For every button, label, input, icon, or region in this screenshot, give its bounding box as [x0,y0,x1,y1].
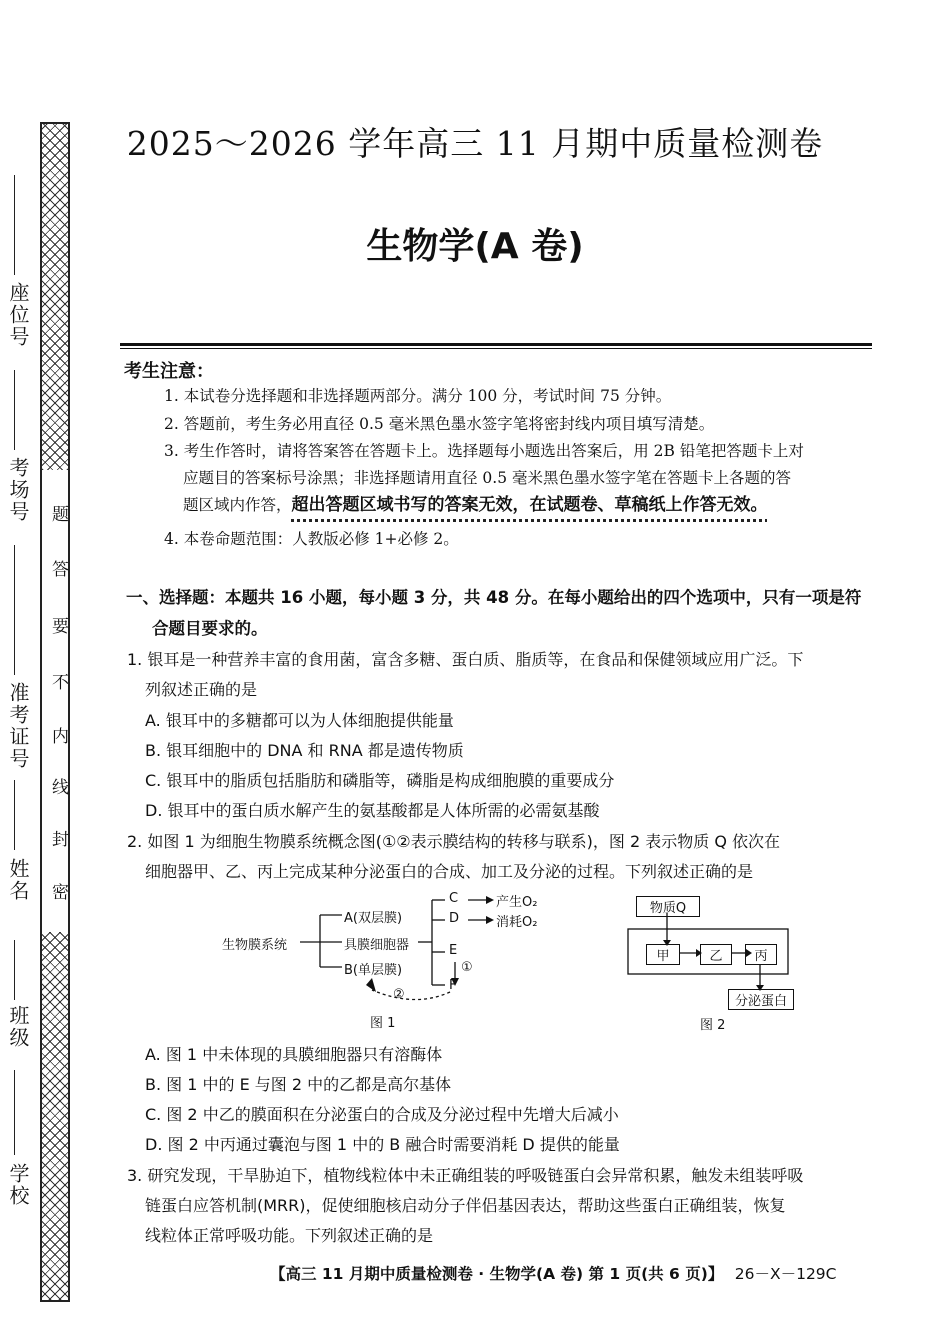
question-2-option-a: A. 图 1 中未体现的具膜细胞器只有溶酶体 [145,1045,443,1064]
fig1-c: C [449,891,459,906]
seal-char: 线 [52,778,69,798]
field-admission-number: 准考证号 [6,682,30,770]
section-line: 一、选择题：本题共 16 小题，每小题 3 分，共 48 分。在每小题给出的四个选项中，只有一项是符 [126,588,862,607]
field-class: 班级 [6,1005,30,1049]
question-1-option-d: D. 银耳中的蛋白质水解产生的氨基酸都是人体所需的必需氨基酸 [145,801,600,820]
fig1-a: A(双层膜) [344,911,403,926]
fig2-organelle-jia: 甲 [646,944,680,965]
field-school: 学校 [6,1163,30,1207]
notice-item: 2. 答题前，考生务必用直径 0.5 毫米黑色墨水签字笔将密封线内项目填写清楚。 [164,415,715,433]
page-title: 2025～2026 学年高三 11 月期中质量检测卷 [126,124,824,163]
seal-char: 答 [52,560,69,580]
fig1-caption: 图 1 [370,1016,396,1031]
notice-item: 应题目的答案标号涂黑；非选择题请用直径 0.5 毫米黑色墨水签字笔在答题卡上各题的答 [183,469,792,487]
fig1-mid: 具膜细胞器 [344,938,410,953]
seal-char: 要 [52,617,69,637]
field-name: 姓名 [6,858,30,902]
footer-text: 【高三 11 月期中质量检测卷 · 生物学(A 卷) 第 1 页(共 6 页)】 [270,1265,724,1283]
field-exam-room: 考场号 [6,457,30,523]
seal-char: 密 [52,883,69,903]
page-footer [270,1262,836,1284]
seal-char: 封 [52,830,69,850]
question-3-stem: 链蛋白应答机制(MRR)，促使细胞核启动分子伴侣基因表达，帮助这些蛋白正确组装，恢复 [145,1196,786,1215]
notice-text: 题区域内作答， [183,496,292,514]
fig1-root: 生物膜系统 [222,938,288,953]
fig1-c-output: 产生O₂ [496,895,538,910]
fig1-b: B(单层膜) [344,963,403,978]
seal-char: 内 [52,727,69,747]
field-seat-number: 座位号 [6,282,30,348]
fig2-organelle-bing: 丙 [745,944,777,965]
question-3-stem: 3. 研究发现，干旱胁迫下，植物线粒体中未正确组装的呼吸链蛋白会异常积累，触发未组装呼吸 [127,1166,804,1185]
question-1-stem: 列叙述正确的是 [145,680,258,699]
section-line: 合题目要求的。 [152,619,268,638]
question-2-stem: 细胞器甲、乙、丙上完成某种分泌蛋白的合成、加工及分泌的过程。下列叙述正确的是 [145,862,754,881]
fig1-d: D [449,911,460,926]
question-2-option-b: B. 图 1 中的 E 与图 2 中的乙都是高尔基体 [145,1075,452,1094]
fig2-caption: 图 2 [700,1018,726,1033]
question-2-option-c: C. 图 2 中乙的膜面积在分泌蛋白的合成及分泌过程中先增大后减小 [145,1105,619,1124]
fig1-marker-1: ① [461,960,473,975]
fig1-marker-2: ② [393,987,405,1002]
question-1-stem: 1. 银耳是一种营养丰富的食用菌，富含多糖、蛋白质、脂质等，在食品和保健领域应用广泛。下 [127,650,804,669]
question-1-option-c: C. 银耳中的脂质包括脂肪和磷脂等，磷脂是构成细胞膜的重要成分 [145,771,615,790]
footer-code: 26－X－129C [734,1265,837,1283]
notice-item: 1. 本试卷分选择题和非选择题两部分。满分 100 分，考试时间 75 分钟。 [164,387,672,405]
fig2-substance-q: 物质Q [636,896,700,917]
question-3-stem: 线粒体正常呼吸功能。下列叙述正确的是 [145,1226,434,1245]
fig1-e: E [449,943,458,958]
fig1-d-output: 消耗O₂ [496,915,538,930]
notice-heading: 考生注意： [124,361,214,382]
question-1-option-a: A. 银耳中的多糖都可以为人体细胞提供能量 [145,711,454,730]
question-1-option-b: B. 银耳细胞中的 DNA 和 RNA 都是遗传物质 [145,741,464,760]
seal-char: 题 [52,505,69,525]
question-2-stem: 2. 如图 1 为细胞生物膜系统概念图(①②表示膜结构的转移与联系)，图 2 表示物质 Q 依次在 [127,832,780,851]
notice-emphasis: 超出答题区域书写的答案无效，在试题卷、草稿纸上作答无效。 [291,495,768,515]
fig2-secreted-protein: 分泌蛋白 [728,989,794,1010]
question-2-option-d: D. 图 2 中丙通过囊泡与图 1 中的 B 融合时需要消耗 D 提供的能量 [145,1135,620,1154]
notice-item: 3. 考生作答时，请将答案答在答题卡上。选择题每小题选出答案后，用 2B 铅笔把答题卡上对 [164,442,804,460]
fig2-organelle-yi: 乙 [700,944,732,965]
seal-char: 不 [52,673,69,693]
fig1-f: F [449,978,457,993]
notice-item: 4. 本卷命题范围：人教版必修 1+必修 2。 [164,530,459,548]
page-subtitle: 生物学(A 卷) [366,226,584,267]
